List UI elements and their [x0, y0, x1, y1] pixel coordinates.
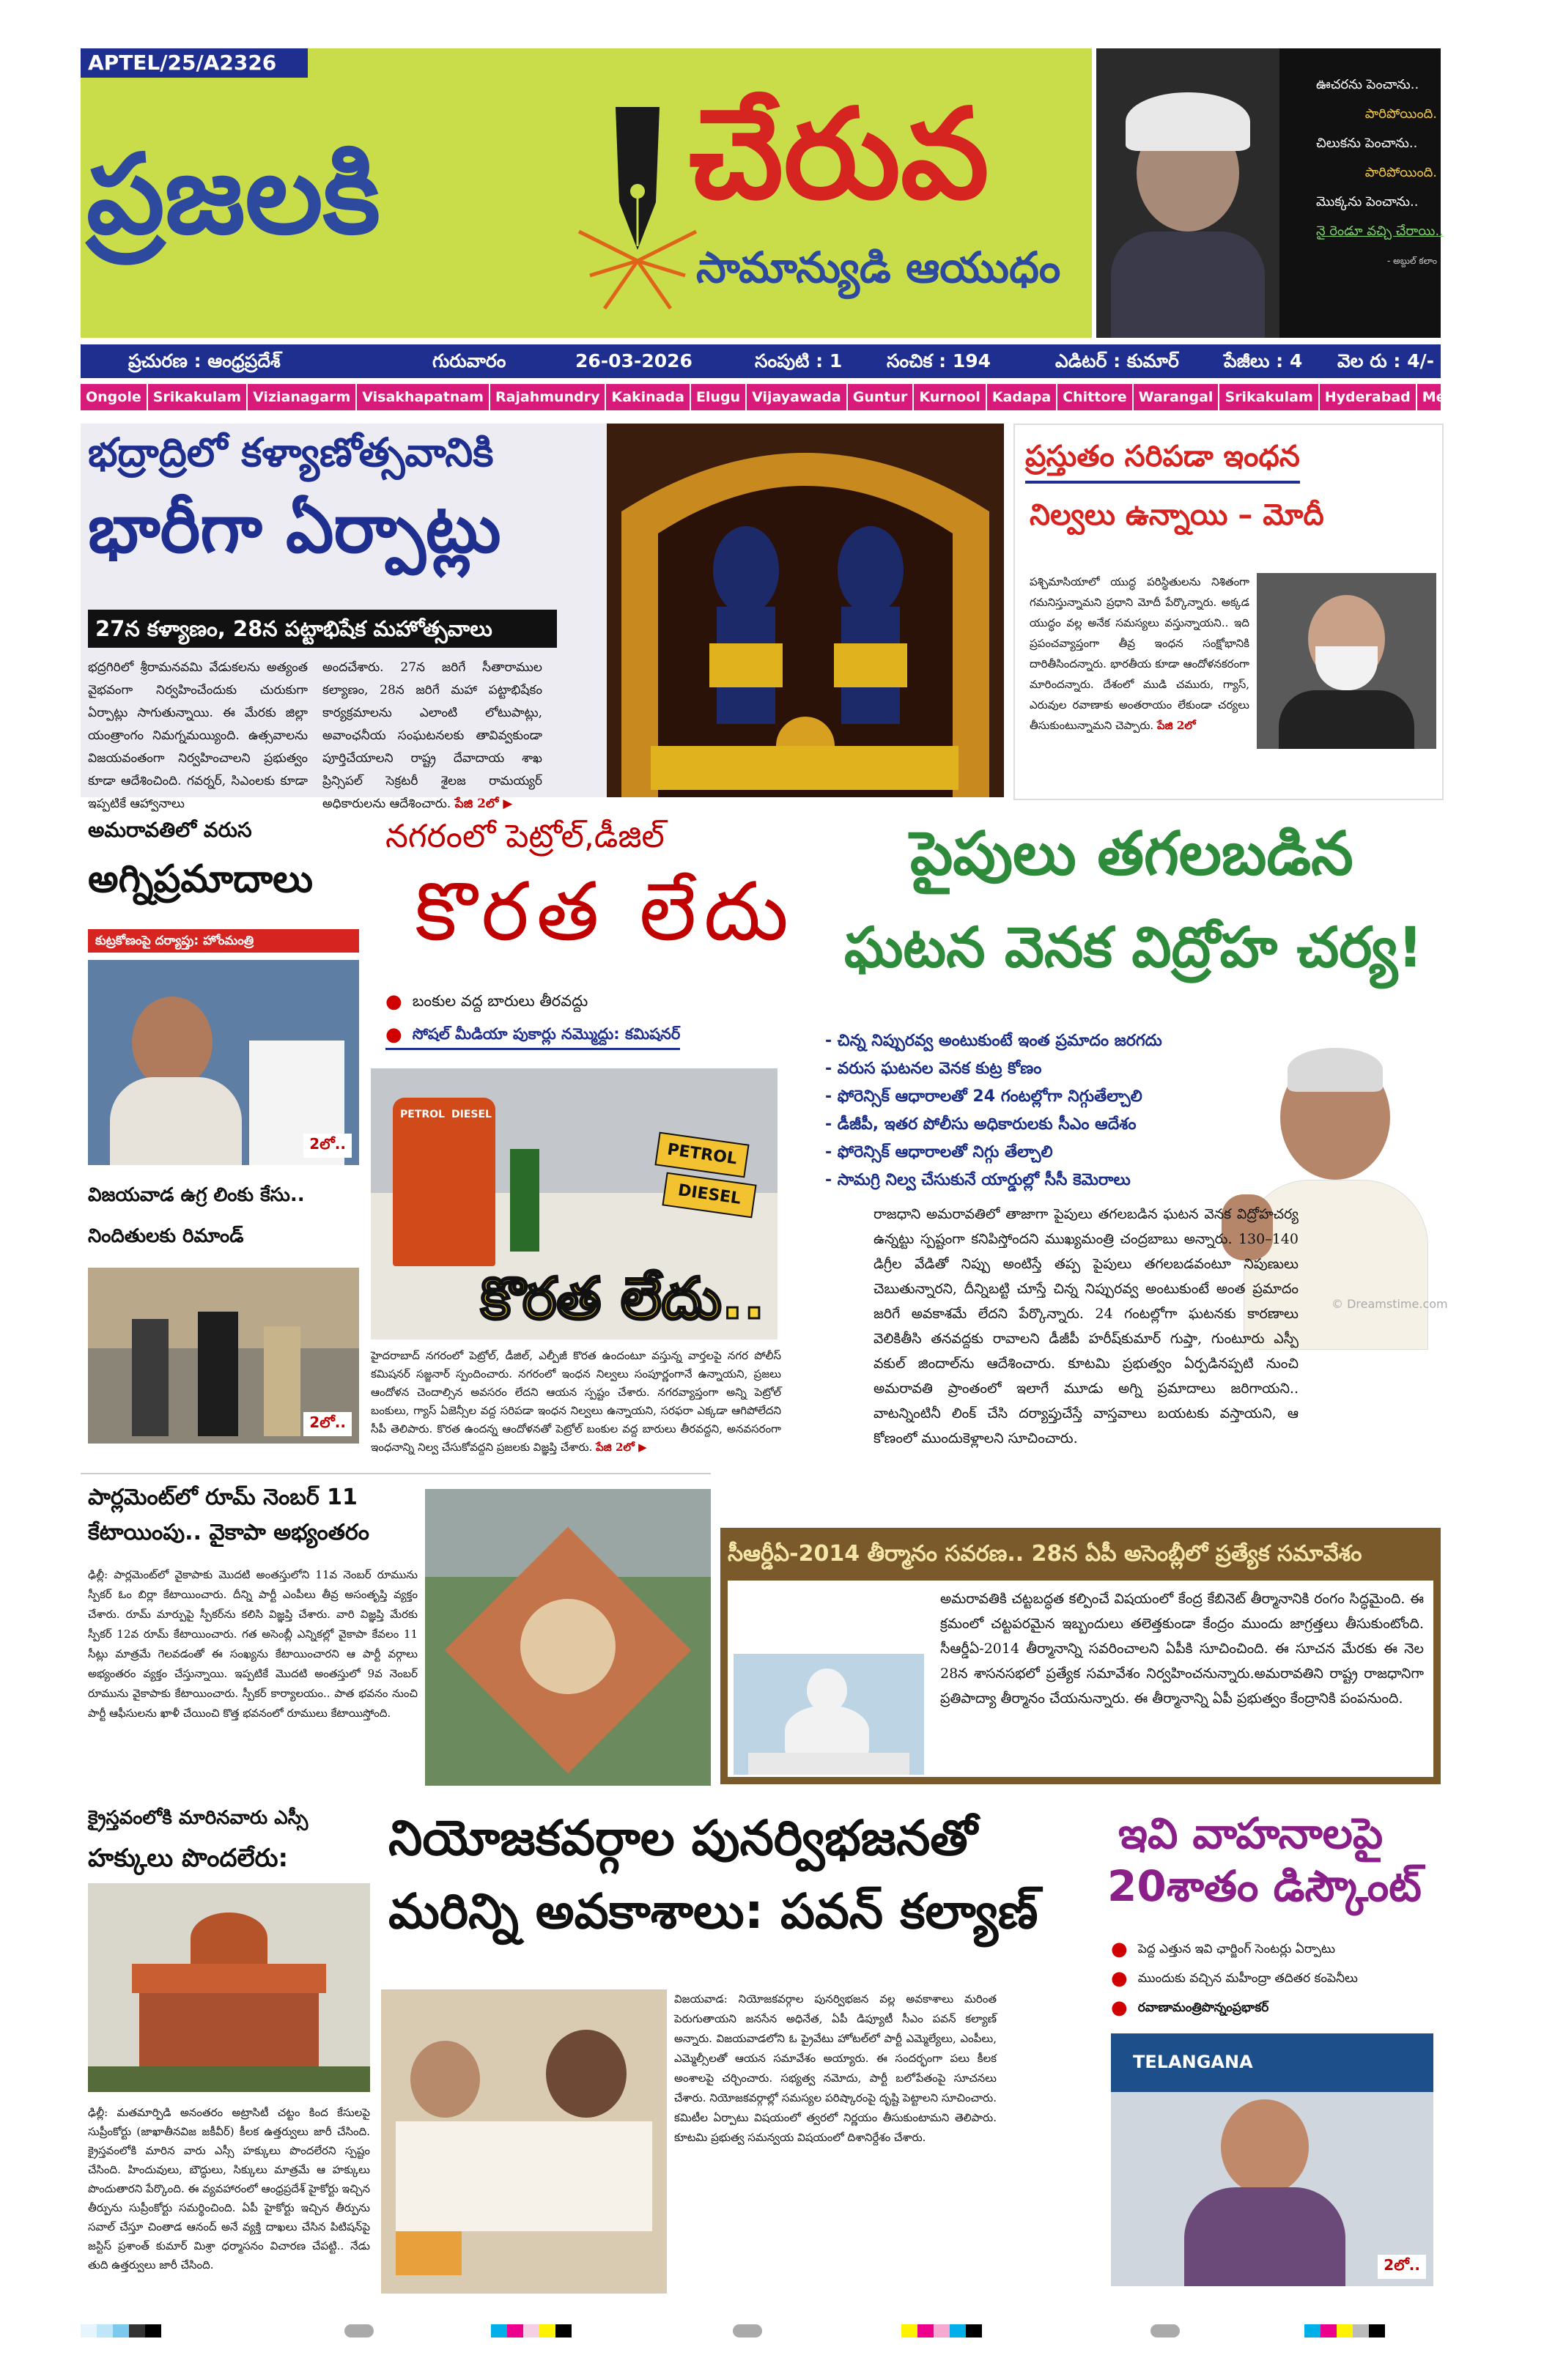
- quote-line: నై రెండూ వచ్చి చేరాయి..: [1316, 223, 1444, 239]
- masthead-title-right: చేరువ: [689, 82, 989, 227]
- continued-badge[interactable]: 2లో..: [1378, 2255, 1426, 2279]
- city[interactable]: Rajahmundry: [490, 384, 607, 410]
- christianity-headline-line-2: హక్కులు పొందలేరు:: [88, 1844, 289, 1873]
- bullet-item: ● పెద్ద ఎత్తున ఇవి ఛార్జింగ్ సెంటర్లు ఏర్పాటు: [1111, 1938, 1335, 1960]
- story-modi: [1013, 424, 1444, 800]
- bullet-item: ● సోషల్ మీడియా పుకార్లు నమ్మొద్దు: కమిషనర్: [385, 1021, 680, 1050]
- bullet-item: ● ముందుకు వచ్చిన మహీంద్రా తదితర కంపెనీలు: [1111, 1967, 1358, 1989]
- amaravati-headline: అగ్నిప్రమాదాలు: [88, 857, 314, 901]
- city[interactable]: Guntur: [848, 384, 915, 410]
- story-christianity: [81, 1803, 374, 2294]
- petrol-kicker: నగరంలో పెట్రోల్,డీజిల్: [385, 818, 665, 855]
- sign-petrol: PETROL: [654, 1132, 749, 1178]
- story-bhadradri: [81, 424, 1004, 811]
- point-item: - డీజీపీ, ఇతర పోలీసు అధికారులకు సీఎం ఆదేశం: [825, 1115, 1137, 1134]
- christianity-body: ఢిల్లీ: మతమార్పిడి అనంతరం అట్రాసిటీ చట్టం కింద కేసులపై సుప్రీంకోర్టు (జాఖాతీనవిజ జకీవీర్) కీలక ఉత్తర్వులు జారీ చేసింది. క్రైస్తవంలోకి మారిన వారు ఎస్సీ హక్కులు పొందలేరని స్పష్టం చేసింది. హిందువులు, బౌద్ధులు, సిక్కులు మాత్రమే ఆ హక్కులు పొందుతారని పేర్కొంది. ఈ వ్యవహారంలో ఆంధ్రప్రదేశ్ హైకోర్టు ఇచ్చిన తీర్పును సుప్రీంకోర్టు సమర్థించింది. ఏపీ హైకోర్టు ఇచ్చిన తీర్పును సవాల్ చేస్తూ చింతాడ ఆనంద్ అనే వ్యక్తి దాఖలు చేసిన పిటిషన్‌పై జస్టిస్ ప్రశాంత్ కుమార్ మిశ్రా ధర్మాసనం విచారణ చేపట్టి.. నేడు తుది ఉత్తర్వులు జారీ చేసింది.: [88, 2106, 370, 2272]
- continued-link[interactable]: పేజి 2లో ▶: [454, 797, 513, 811]
- bhadradri-column-2: అందచేశారు. 27న జరిగే సీతారాముల కల్యాణం, 28న జరిగే మహా పట్టాభిషేకం కార్యక్రమాలను ఎలాంటి లోటుపాట్లు, అవాంఛనీయ సంఘటనలకు తావివ్వకుండా పూర్తిచేయాలని రాష్ట్ర దేవాదాయ శాఖ ప్రిన్సిపల్ సెక్రటరీ శైలజ రామయ్యర్ అధికారులను ఆదేశించారు. పేజి 2లో ▶: [322, 660, 542, 811]
- petrol-pump-photo: [371, 1068, 778, 1339]
- parliament-headline-line-1: పార్లమెంట్‌లో రూమ్ నెంబర్ 11: [88, 1485, 358, 1510]
- print-registration-mark: [344, 2324, 374, 2338]
- quote-line: పారిపోయింది.: [1364, 106, 1437, 122]
- point-item: - చిన్న నిప్పురవ్వ అంటుకుంటే ఇంత ప్రమాదం జరగదు: [825, 1032, 1162, 1050]
- info-bar: [81, 344, 1441, 378]
- city[interactable]: Warangal: [1134, 384, 1220, 410]
- photo-watermark: © Dreamstime.com: [1331, 1297, 1448, 1311]
- pawan-headline-line-1: నియోజకవర్గాల పునర్విభజనతో: [388, 1810, 978, 1866]
- point-item: - సామగ్రి నిల్వ చేసుకునే యార్డుల్లో సీసీ కెమెరాలు: [825, 1171, 1131, 1189]
- city[interactable]: Kakinada: [606, 384, 690, 410]
- city[interactable]: Mehabubanagar: [1422, 389, 1550, 405]
- quote-line: మొక్కను పెంచాను..: [1316, 194, 1419, 210]
- amaravati-tag: కుట్రకోణంపై దర్యాప్తు: హోంమంత్రి: [88, 929, 359, 953]
- city[interactable]: Vizianagarm: [248, 384, 357, 410]
- petrol-image-caption: కొరత లేదు..: [481, 1266, 765, 1332]
- print-registration-mark: [1150, 2324, 1180, 2338]
- vijayawada-headline-line-1: విజయవాడ ఉగ్ర లింకు కేసు..: [88, 1184, 305, 1206]
- petrol-headline: కొరత లేదు: [415, 865, 797, 958]
- city[interactable]: Kadapa: [987, 384, 1057, 410]
- buddha-statue-photo: [734, 1654, 924, 1775]
- home-minister-photo: [88, 960, 359, 1165]
- parliament-body: ఢిల్లీ: పార్లమెంట్‌లో వైకాపాకు మొదటి అంతస్తులోని 11వ నెంబర్ రూమును స్పీకర్ ఓం బిర్లా కేటాయించారు. దీన్ని పార్టీ ఎంపీలు తీవ్ర అసంతృప్తి వ్యక్తం చేశారు. రూమ్ మార్పుపై స్పీకర్‌ను కలిసి విజ్ఞప్తి చేశారు. వారి విజ్ఞప్తి మేరకు స్పీకర్ 12వ రూమ్ కేటాయించారు. గత అసెంబ్లీ ఎన్నికల్లో వైకాపా కేవలం 11 సీట్లు మాత్రమే గెలవడంతో ఈ సంఖ్యను కేటాయించారని ఆ పార్టీ వర్గాలు అభ్యంతరం వ్యక్తం చేస్తున్నాయి. ఇప్పటికే మొదటి అంతస్తులో 9వ నెంబర్ రూమును వైకాపాకు కేటాయించారు. స్పీకర్ కార్యాలయం.. పాత భవనం నుంచి పార్టీ ఆఫీసులను ఖాళీ చేయించి కొత్త భవనంలో రూములు కేటాయిస్తోంది.: [88, 1568, 418, 1720]
- story-petrol: [371, 813, 797, 1454]
- pawan-headline-line-2: మరిన్ని అవకాశాలు: పవన్ కల్యాణ్: [388, 1883, 1038, 1940]
- story-vijayawada: [81, 1180, 359, 1444]
- page-count: పేజీలు : 4: [1224, 350, 1303, 372]
- petrol-bullets: [385, 988, 680, 1050]
- rama-temple-photo: [607, 424, 1004, 797]
- city[interactable]: Ongole: [81, 384, 148, 410]
- city[interactable]: Chittore: [1057, 384, 1133, 410]
- editor: ఎడిటర్ : కుమార్: [1055, 350, 1179, 372]
- price: వెల రు : 4/-: [1337, 350, 1434, 372]
- pawan-meeting-photo: [381, 1989, 667, 2294]
- remand-photo: [88, 1268, 359, 1444]
- modi-photo: [1257, 573, 1436, 749]
- bullet-icon: ●: [1111, 1938, 1128, 1960]
- bullet-icon: ●: [1111, 1967, 1128, 1989]
- supreme-court-photo: [88, 1883, 370, 2092]
- city[interactable]: Hyderabad: [1320, 384, 1417, 410]
- city[interactable]: Elugu: [691, 384, 747, 410]
- bhadradri-kicker: భద్రాద్రిలో కళ్యాణోత్సవానికి: [88, 429, 494, 476]
- pump-label-diesel: DIESEL: [451, 1109, 492, 1120]
- bhadradri-column-1: భద్రగిరిలో శ్రీరామనవమి వేడుకలను అత్యంత వైభవంగా నిర్వహించేందుకు చురుకుగా ఏర్పాట్లు సాగుతున్నాయి. ఈ మేరకు జిల్లా యంత్రాంగం నిమగ్నమయ్యింది. ఉత్సవాలను విజయవంతంగా నిర్వహించాలని ప్రభుత్వం కూడా ఆదేశించింది. గవర్నర్, సిఎంలకు కూడా ఇప్పటికే ఆహ్వానాలు: [88, 660, 308, 811]
- point-item: - ఫోరెన్సిక్ ఆధారాలతో నిగ్గు తేల్చాలి: [825, 1143, 1053, 1161]
- masthead: [81, 48, 1092, 338]
- print-registration-mark: [901, 2324, 982, 2338]
- city[interactable]: Srikakulam: [1219, 384, 1319, 410]
- point-item: - వరుస ఘటనల వెనక కుట్ర కోణం: [825, 1060, 1042, 1078]
- masthead-tagline: సామాన్యుడి ఆయుధం: [696, 243, 1061, 292]
- story-parliament: [81, 1473, 711, 1789]
- city[interactable]: Vijayawada: [747, 384, 848, 410]
- bullet-icon: ●: [1111, 1997, 1128, 2019]
- sign-diesel: DIESEL: [662, 1172, 756, 1219]
- discount-bullets: [1111, 1934, 1358, 2022]
- bullet-icon: ●: [385, 991, 402, 1013]
- issue-number: సంచిక : 194: [887, 350, 991, 372]
- print-registration-mark: [733, 2324, 762, 2338]
- masthead-title-left: ప్రజలకి: [86, 131, 380, 259]
- story-crda: [720, 1528, 1441, 1784]
- story-pawan: [381, 1803, 1092, 2294]
- cities-bar: [81, 384, 1550, 410]
- city[interactable]: Visakhapatnam: [357, 384, 490, 410]
- modi-body: పశ్చిమాసియాలో యుద్ధ పరిస్థితులను నిశితంగా గమనిస్తున్నామని ప్రధాని మోదీ పేర్కొన్నారు. అక్కడ యుద్ధం వల్ల అనేక సమస్యలు వస్తున్నాయని.. ఇది ప్రపంచవ్యాప్తంగా తీవ్ర ఇంధన సంక్షోభానికి దారితీసిందన్నారు. భారతీయ కూడా ఆందోళనకరంగా మారిందన్నారు. దేశంలో ముడి చమురు, గ్యాస్, ఎరువుల రవాణాకు అంతరాయం లేకుండా చర్యలు తీసుకుంటున్నామని చెప్పారు. పేజి 2లో: [1030, 575, 1249, 732]
- publication-date: 26-03-2026: [575, 350, 692, 372]
- quote-line: పారిపోయింది.: [1364, 165, 1437, 180]
- story-discount: [1096, 1803, 1441, 2286]
- pipes-points: [825, 1027, 1162, 1194]
- continued-badge[interactable]: 2లో..: [303, 1412, 352, 1436]
- story-amaravati-fire: [81, 813, 359, 1187]
- quote-line: చిలుకను పెంచాను..: [1316, 136, 1418, 151]
- bullet-item: ● రవాణామంత్రిపొన్నంప్రభాకర్: [1111, 1997, 1269, 2019]
- pawan-body: విజయవాడ: నియోజకవర్గాల పునర్విభజన వల్ల అవకాశాలు మరింత పెరుగుతాయని జనసేన అధినేత, ఏపీ డిప్యూటీ సీఎం పవన్ కల్యాణ్ అన్నారు. విజయవాడలోని ఓ ప్రైవేటు హోటల్‌లో పార్టీ ఎమ్మెల్యేలు, ఎంపీలు, ఎమ్మెల్సీలతో ఆయన సమావేశం అయ్యారు. ఈ సందర్భంగా పలు కీలక అంశాలపై చర్చించారు. సభ్యత్వ నమోదు, పార్టీ బలోపేతంపై సూచనలు చేశారు. నియోజకవర్గాల్లో సమస్యల పరిష్కారంపై దృష్టి పెట్టాలని సూచించారు. కమిటీల ఏర్పాటు విషయంలో త్వరలో నిర్ణయం తీసుకుంటామని తెలిపారు. కూటమి ప్రభుత్వ సమన్వయ విషయంలో దిశానిర్దేశం చేశారు.: [674, 1992, 997, 2144]
- bhadradri-headline: భారీగా ఏర్పాట్లు: [88, 489, 501, 568]
- bullet-item: ● బంకుల వద్ద బారులు తీరవద్దు: [385, 991, 588, 1013]
- quote-author: - అబ్దుల్ కలాం: [1387, 256, 1437, 266]
- kalam-quote-box: [1096, 48, 1444, 338]
- pipes-headline-line-1: పైపులు తగలబడిన: [910, 819, 1353, 889]
- crda-body: అమరావతికి చట్టబద్ధత కల్పించే విషయంలో కేంద్ర కేబినెట్ తీర్మానానికి రంగం సిద్ధమైంది. ఈ క్రమంలో చట్టపరమైన ఇబ్బందులు తలెత్తకుండా కేంద్రం ముందు జాగ్రత్తలు తీసుకుంటోంది. సీఆర్డీఏ-2014 తీర్మానాన్ని సవరించాలని ఏపీకి సూచించింది. ఈ సూచన మేరకు ఈ నెల 28న శాసనసభలో ప్రత్యేక సమావేశం నిర్వహించనున్నారు.అమరావతిని రాష్ట్ర రాజధానిగా ప్రతిపాద్యా తీర్మానం చేయనున్నారు. ఈ తీర్మానాన్ని ఏపీ ప్రభుత్వం కేంద్రానికి పంపనుంది.: [940, 1591, 1424, 1707]
- parliament-headline-line-2: కేటాయింపు.. వైకాపా అభ్యంతరం: [88, 1520, 370, 1545]
- publication-day: గురువారం: [432, 350, 506, 372]
- pipes-headline-line-2: ఘటన వెనక విద్రోహ చర్య!: [844, 914, 1423, 980]
- continued-link[interactable]: పేజి 2లో ▶: [596, 1441, 647, 1454]
- registration-number: APTEL/25/A2326: [81, 48, 308, 78]
- modi-headline-line-1: ప్రస్తుతం సరిపడా ఇంధన: [1025, 440, 1300, 484]
- amaravati-kicker: అమరావతిలో వరుస: [88, 818, 252, 842]
- city[interactable]: Srikakulam: [148, 384, 248, 410]
- quote-line: ఊచరను పెంచాను..: [1316, 77, 1419, 92]
- publication-region: ప్రచురణ : ఆంధ్రప్రదేశ్: [128, 350, 281, 372]
- discount-headline-line-1: ఇవి వాహనాలపై: [1118, 1808, 1384, 1858]
- transport-minister-photo: [1111, 2033, 1433, 2286]
- pump-label-petrol: PETROL: [400, 1109, 445, 1120]
- modi-headline-line-2: నిల్వలు ఉన్నాయి – మోదీ: [1030, 498, 1324, 532]
- discount-headline-line-2: 20శాతం డిస్కౌంట్: [1107, 1861, 1422, 1911]
- city[interactable]: Kurnool: [914, 384, 986, 410]
- story-pipes: [800, 813, 1448, 1466]
- point-item: - ఫోరెన్సిక్ ఆధారాలతో 24 గంటల్లోగా నిగ్గుతేల్చాలి: [825, 1087, 1142, 1106]
- parliament-photo: [425, 1489, 711, 1786]
- volume: సంపుటి : 1: [755, 350, 843, 372]
- kalam-photo: [1096, 48, 1279, 338]
- print-registration-mark: [81, 2324, 161, 2338]
- continued-link[interactable]: పేజి 2లో: [1156, 719, 1196, 732]
- bullet-icon: ●: [385, 1024, 402, 1046]
- vijayawada-headline-line-2: నిందితులకు రిమాండ్: [88, 1225, 244, 1247]
- pipes-body: రాజధాని అమరావతిలో తాజాగా పైపులు తగలబడిన ఘటన వెనక విద్రోహచర్య ఉన్నట్టు స్పష్టంగా కనిపిస్తోందని ముఖ్యమంత్రి చంద్రబాబు అన్నారు. 130–140 డిగ్రీల వేడితో నిప్పు అంటిస్తే తప్ప పైపులు తగలబడవంటూ నిపుణులు చెబుతున్నారని, దీన్నిబట్టి చూస్తే చిన్న నిప్పురవ్వ అంటుకుంటే అంత ప్రమాదం జరిగే అవకాశమే లేదని పేర్కొన్నారు. 24 గంటల్లోగా ఘటనకు కారణాలు వెలికితీసి తనవద్దకు రావాలని డీజీపీ హరీష్‌కుమార్ గుప్తా, గుంటూరు ఎస్పీ వకుల్ జిందాల్‌ను ఆదేశించారు. కూటమి ప్రభుత్వం ఏర్పడినప్పటి నుంచి అమరావతి ప్రాంతంలో ఇలాగే మూడు అగ్ని ప్రమాదాలు జరిగాయని.. వాటన్నింటినీ లింక్ చేసి దర్యాప్తుచేస్తే వాస్తవాలు బయటకు వస్తాయని, ఆ కోణంలో ముందుకెళ్లాలని సూచించారు.: [873, 1206, 1299, 1446]
- photo-banner-text: TELANGANA: [1133, 2052, 1253, 2072]
- petrol-body: హైదరాబాద్ నగరంలో పెట్రోల్, డీజిల్, ఎల్పీజీ కొరత ఉందంటూ వస్తున్న వార్తలపై నగర పోలీస్ కమిషనర్ సజ్జనార్ స్పందించారు. నగరంలో ఇంధన నిల్వలు సంపూర్ణంగానే ఉన్నాయని, ప్రజలు ఆందోళన చెందాల్సిన అవసరం లేదని ఆయన స్పష్టం చేశారు. నగరవ్యాప్తంగా అన్ని పెట్రోల్ బంకులు, గ్యాస్ ఏజెన్సీల వద్ద సరిపడా ఇంధన నిల్వలు ఉన్నాయని, సరఫరా ఎక్కడా ఆగిపోలేదని సీపీ తెలిపారు. కొరత ఉందన్న ఆందోళనతో పెట్రోల్ బంకుల వద్ద బారులు తీరవద్దని, అనవసరంగా ఇంధనాన్ని నిల్వ చేసుకోవద్దని ప్రజలకు విజ్ఞప్తి చేశారు. పేజి 2లో ▶: [371, 1349, 781, 1454]
- crda-headline: సీఆర్డీఏ-2014 తీర్మానం సవరణ.. 28న ఏపీ అసెంబ్లీలో ప్రత్యేక సమావేశం: [728, 1541, 1362, 1567]
- print-registration-mark: [491, 2324, 572, 2338]
- continued-badge[interactable]: 2లో..: [303, 1134, 352, 1158]
- christianity-headline-line-1: క్రైస్తవంలోకి మారినవారు ఎస్సీ: [88, 1807, 309, 1829]
- print-registration-mark: [1304, 2324, 1385, 2338]
- bhadradri-subhead: 27న కళ్యాణం, 28న పట్టాభిషేక మహోత్సవాలు: [88, 610, 557, 648]
